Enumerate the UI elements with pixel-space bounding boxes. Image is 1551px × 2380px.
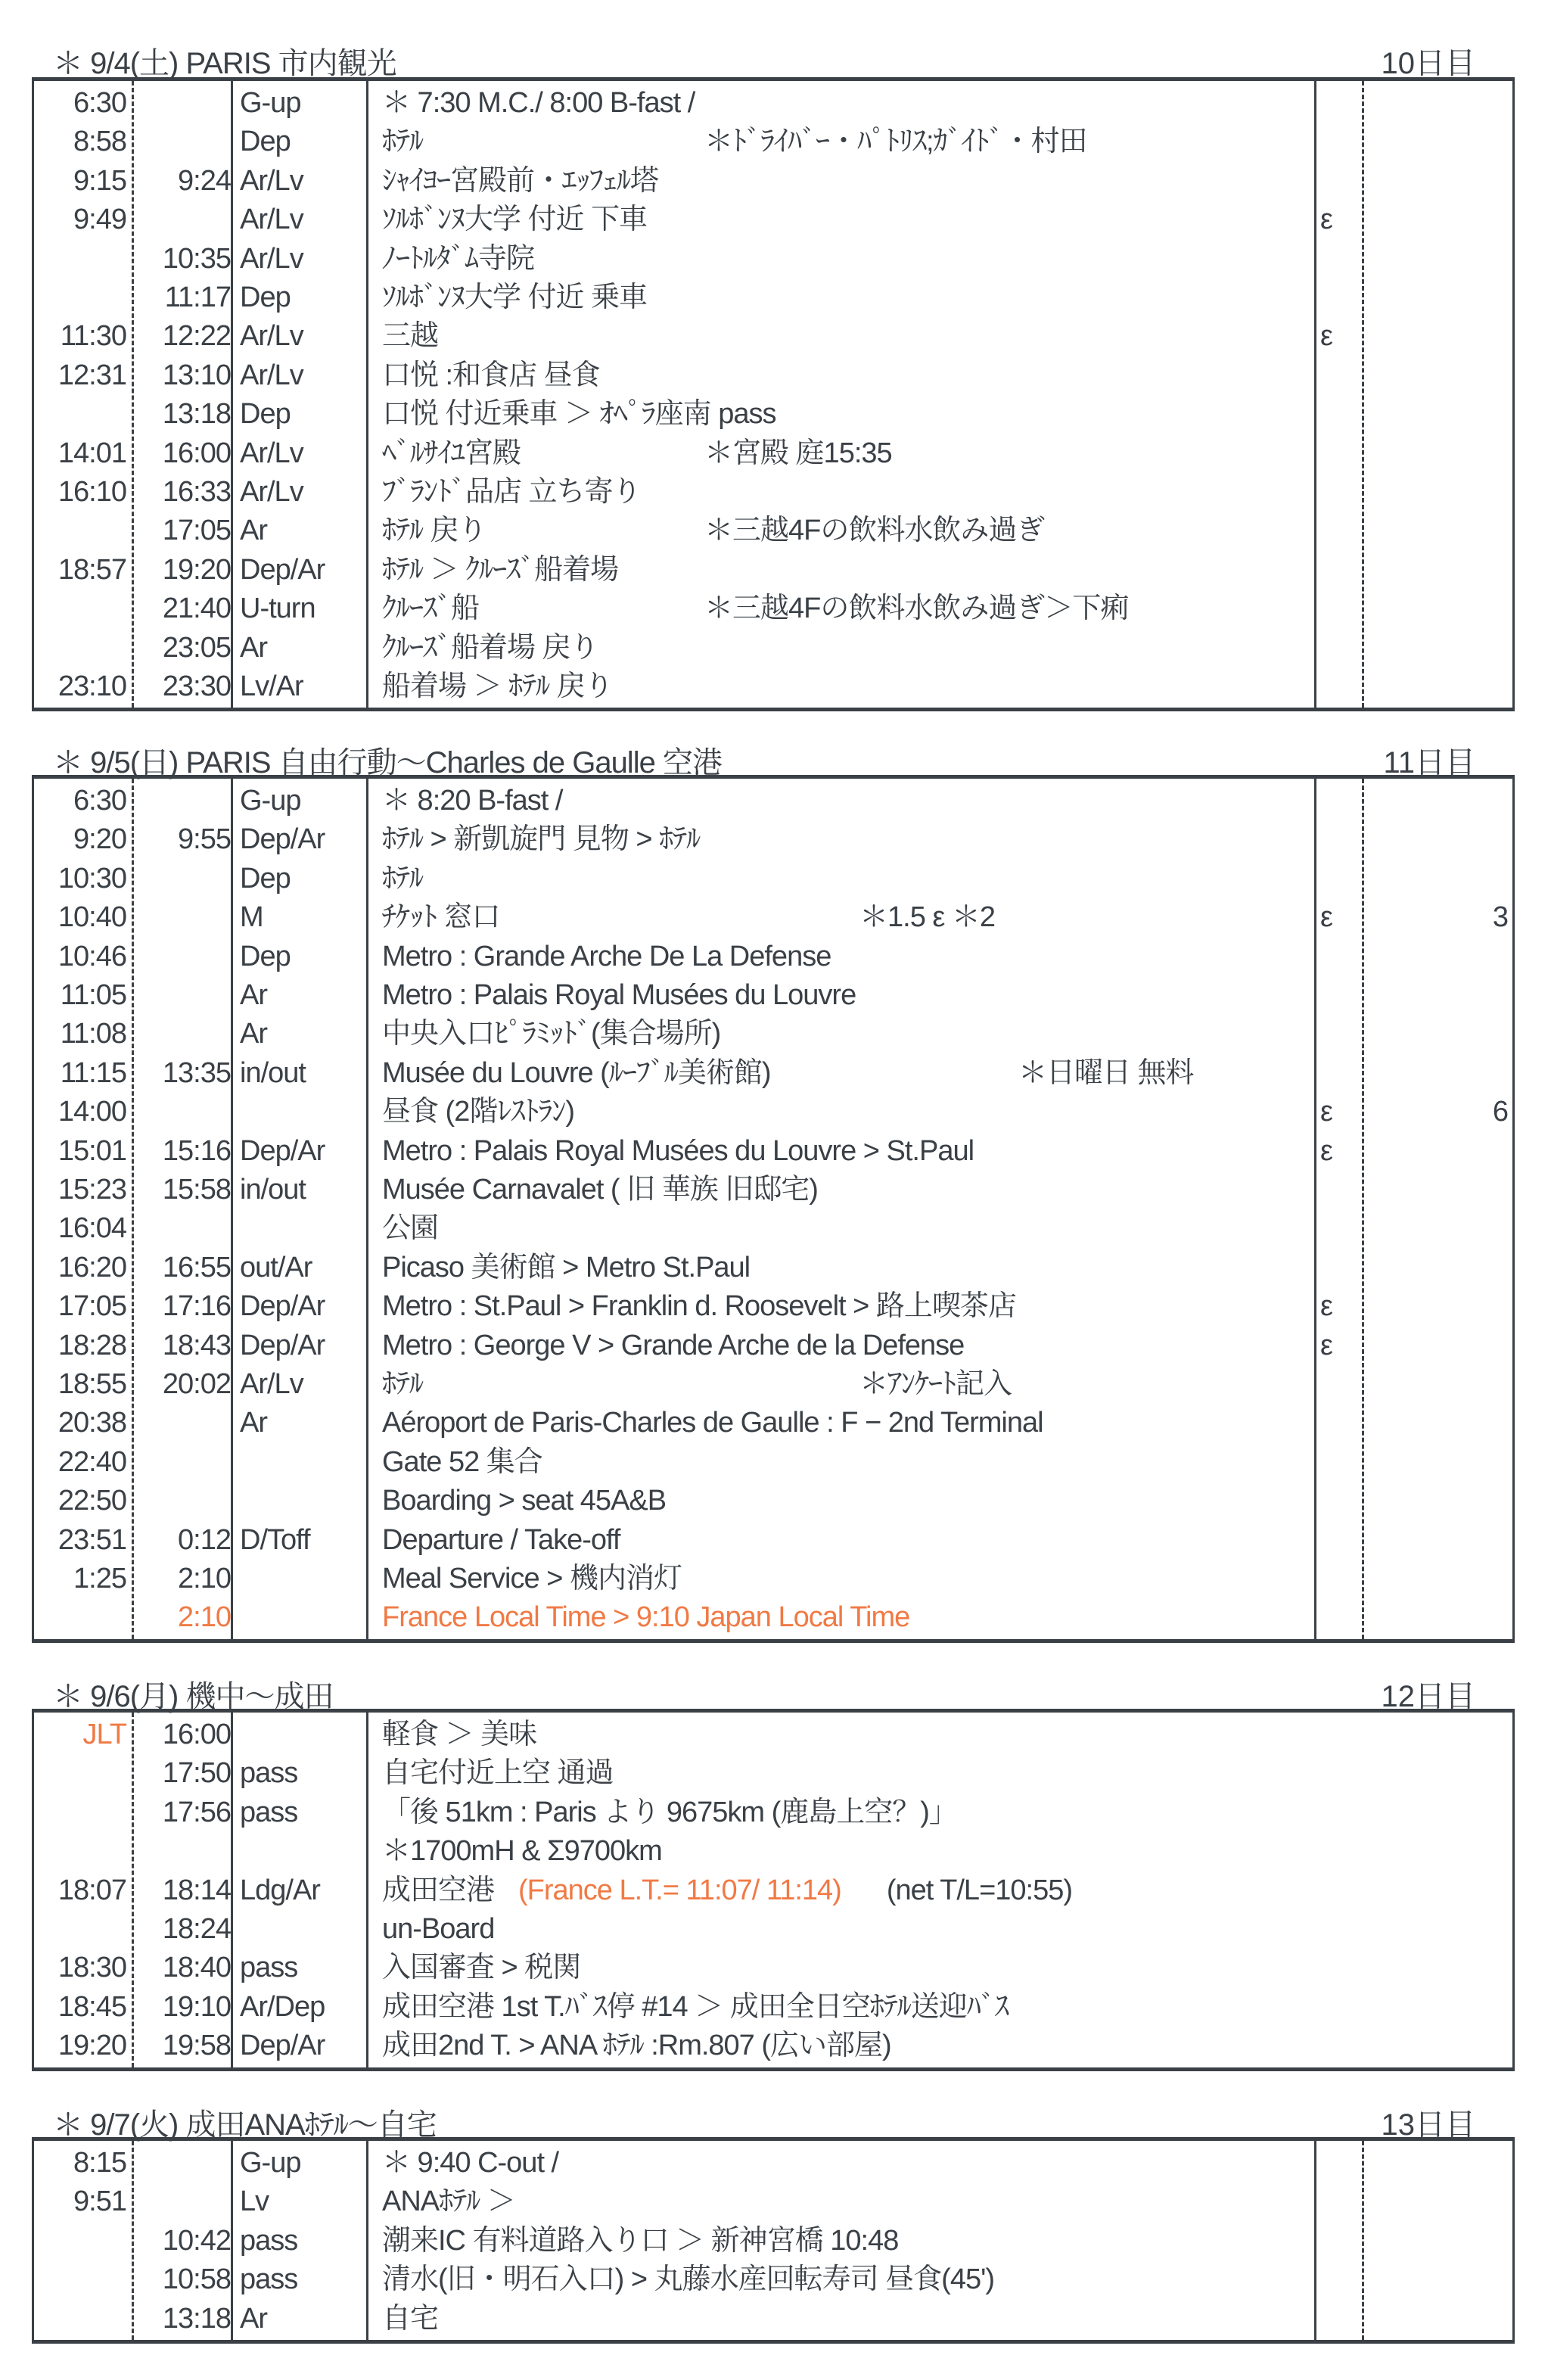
event-description: Musée Carnavalet ( 旧 華族 旧邸宅) xyxy=(382,1174,818,1206)
event-code: Dep/Ar xyxy=(240,1290,325,1323)
end-time: 13:18 xyxy=(162,2302,231,2335)
end-time: 21:40 xyxy=(162,593,231,625)
event-code: in/out xyxy=(240,1174,306,1206)
day-number-label: 12日目 xyxy=(1381,1680,1475,1713)
table-row xyxy=(34,1910,1512,1949)
start-time: 9:20 xyxy=(73,823,126,856)
start-time: 10:40 xyxy=(58,901,126,934)
start-time: 22:40 xyxy=(58,1445,126,1478)
section-title: ＊ 9/6(月) 機中～成田 xyxy=(53,1680,334,1713)
event-code: pass xyxy=(240,1952,298,1984)
start-time: 18:28 xyxy=(58,1329,126,1361)
start-time: 16:04 xyxy=(58,1212,126,1245)
end-time: 17:16 xyxy=(162,1290,231,1323)
event-description: 中央入口ﾋﾟﾗﾐｯﾄﾞ(集合場所) xyxy=(382,1018,721,1050)
event-description: Meal Service > 機内消灯 xyxy=(382,1563,682,1594)
schedule-table xyxy=(32,1709,1515,2071)
event-description: ﾎﾃﾙ 戻り xyxy=(382,515,486,547)
start-time: 23:10 xyxy=(58,670,126,702)
event-code: Dep xyxy=(240,398,291,431)
event-code: G-up xyxy=(240,87,301,119)
end-time: 23:05 xyxy=(162,631,231,664)
event-description: 公園 xyxy=(382,1212,439,1245)
event-description: ﾎﾃﾙ xyxy=(382,126,424,158)
table-row xyxy=(34,1015,1512,1053)
table-row xyxy=(34,1171,1512,1209)
epsilon-mark: ε xyxy=(1320,204,1332,236)
event-description: 「後 51km : Paris より 9675km (鹿島上空？)」 xyxy=(382,1796,957,1828)
event-code: in/out xyxy=(240,1056,306,1089)
start-time: 14:01 xyxy=(58,437,126,469)
event-code: Ar/Lv xyxy=(240,437,303,469)
event-description: ＊ 7:30 M.C./ 8:00 B-fast / xyxy=(382,87,695,119)
description-line xyxy=(382,1871,1072,1910)
table-row xyxy=(34,1560,1512,1598)
start-time: 14:00 xyxy=(58,1096,126,1128)
end-time: 13:10 xyxy=(162,359,231,391)
table-row xyxy=(34,278,1512,317)
event-code: Dep xyxy=(240,940,291,972)
event-description: ﾎﾃﾙ ＞ ｸﾙｰｽﾞ船着場 xyxy=(382,553,619,586)
start-time: 16:10 xyxy=(58,476,126,508)
event-code: pass xyxy=(240,2224,298,2257)
event-code: Ar/Lv xyxy=(240,320,303,353)
epsilon-mark: ε xyxy=(1320,320,1332,353)
end-time: 15:16 xyxy=(162,1134,231,1167)
end-time: 0:12 xyxy=(178,1523,231,1556)
table-row xyxy=(34,1754,1512,1793)
event-description: ﾁｹｯﾄ 窓口 xyxy=(382,901,500,934)
event-description: Boarding > seat 45A&B xyxy=(382,1485,667,1517)
start-time: 9:49 xyxy=(73,204,126,236)
end-time: 2:10 xyxy=(178,1563,231,1594)
table-row xyxy=(34,860,1512,898)
table-row xyxy=(34,434,1512,473)
remark-note: ＊1.5 ε ＊2 xyxy=(859,901,996,934)
start-time: 11:05 xyxy=(60,979,126,1011)
event-description: Picaso 美術館 > Metro St.Paul xyxy=(382,1251,751,1283)
table-row xyxy=(34,1287,1512,1326)
table-row xyxy=(34,512,1512,550)
end-time: 16:00 xyxy=(162,1719,231,1750)
event-description: ＊ 9:40 C-out / xyxy=(382,2147,559,2179)
start-time: 18:07 xyxy=(58,1874,126,1906)
end-time: 16:00 xyxy=(162,437,231,469)
table-row xyxy=(34,1716,1512,1754)
event-description: ﾍﾞﾙｻｲﾕ宮殿 xyxy=(382,437,521,469)
event-description: 成田2nd T. > ANA ﾎﾃﾙ :Rm.807 (広い部屋) xyxy=(382,2030,891,2062)
table-row xyxy=(34,84,1512,123)
event-description: ｿﾙﾎﾞﾝﾇ大学 付近 乗車 xyxy=(382,282,648,313)
end-time: 19:20 xyxy=(162,553,231,586)
day-number-label: 13日目 xyxy=(1381,2108,1475,2142)
event-code: pass xyxy=(240,2263,298,2296)
event-description: 潮来IC 有料道路入り口 ＞ 新神宮橋 10:48 xyxy=(382,2224,899,2257)
event-code: Ar xyxy=(240,979,267,1011)
event-code: Ar/Lv xyxy=(240,164,303,197)
table-row xyxy=(34,2027,1512,2065)
table-row xyxy=(34,1443,1512,1482)
start-time: 8:58 xyxy=(73,126,126,158)
event-description: Aéroport de Paris-Charles de Gaulle : F − 2nd Terminal xyxy=(382,1407,1043,1439)
net-flight-time-note: (net T/L=10:55) xyxy=(886,1874,1073,1906)
section-title: ＊ 9/5(日) PARIS 自由行動～Charles de Gaulle 空港 xyxy=(53,746,722,779)
start-time: 18:55 xyxy=(58,1368,126,1400)
event-description: 船着場 ＞ ﾎﾃﾙ 戻り xyxy=(382,670,613,702)
event-code: Dep xyxy=(240,126,291,158)
remark-note: ＊三越4Fの飲料水飲み過ぎ xyxy=(704,515,1045,547)
event-description: Metro : Grande Arche De La Defense xyxy=(382,940,831,972)
end-time: 12:22 xyxy=(162,320,231,353)
table-row xyxy=(34,1209,1512,1248)
table-row xyxy=(34,1949,1512,1987)
end-time: 17:50 xyxy=(162,1757,231,1790)
table-row xyxy=(34,2144,1512,2182)
table-row xyxy=(34,395,1512,434)
start-time: 20:38 xyxy=(58,1407,126,1439)
start-time: 11:30 xyxy=(60,320,126,353)
event-description: ｸﾙｰｽﾞ船着場 戻り xyxy=(382,631,598,664)
event-code: Ar/Dep xyxy=(240,1990,325,2023)
event-description: ﾌﾞﾗﾝﾄﾞ品店 立ち寄り xyxy=(382,476,641,508)
end-time: 18:40 xyxy=(162,1952,231,1984)
remark-note: ＊ﾄﾞﾗｲﾊﾞｰ・ﾊﾟﾄﾘｽ;ｶﾞｲﾄﾞ・村田 xyxy=(704,126,1087,158)
event-code: pass xyxy=(240,1796,298,1828)
table-row xyxy=(34,2300,1512,2338)
event-code: Ar/Lv xyxy=(240,204,303,236)
event-code: U-turn xyxy=(240,593,315,625)
count-value: 3 xyxy=(1492,901,1508,934)
start-time: 9:15 xyxy=(73,164,126,197)
section-title: ＊ 9/4(土) PARIS 市内観光 xyxy=(53,47,396,80)
table-row xyxy=(34,162,1512,201)
count-value: 6 xyxy=(1492,1096,1508,1128)
event-description: Departure / Take-off xyxy=(382,1523,620,1556)
table-row xyxy=(34,1093,1512,1131)
table-row xyxy=(34,629,1512,667)
epsilon-mark: ε xyxy=(1320,1134,1332,1167)
event-description: ﾎﾃﾙ xyxy=(382,862,424,894)
start-time: 10:30 xyxy=(58,862,126,894)
schedule-table xyxy=(32,77,1515,711)
table-row xyxy=(34,590,1512,628)
end-time: 19:58 xyxy=(162,2030,231,2062)
end-time: 18:43 xyxy=(162,1329,231,1361)
end-time: 16:55 xyxy=(162,1251,231,1283)
schedule-table xyxy=(32,2137,1515,2344)
end-time: 18:14 xyxy=(162,1874,231,1906)
end-time: 13:18 xyxy=(162,398,231,431)
table-row xyxy=(34,1365,1512,1404)
event-code: Ar/Lv xyxy=(240,359,303,391)
event-description: 口悦 付近乗車 ＞ ｵﾍﾟﾗ座南 pass xyxy=(382,398,776,431)
start-time: 15:01 xyxy=(58,1134,126,1167)
end-time: 11:17 xyxy=(164,282,231,313)
end-time: 10:35 xyxy=(162,242,231,275)
event-description: 自宅 xyxy=(382,2302,439,2335)
event-code: Ar/Lv xyxy=(240,476,303,508)
event-code: Dep/Ar xyxy=(240,553,325,586)
event-code: Lv/Ar xyxy=(240,670,303,702)
table-row xyxy=(34,317,1512,356)
start-time: 16:20 xyxy=(58,1251,126,1283)
start-time: 8:15 xyxy=(73,2147,126,2179)
event-code: D/Toff xyxy=(240,1523,310,1556)
table-row xyxy=(34,473,1512,512)
epsilon-mark: ε xyxy=(1320,901,1332,934)
end-time: 19:10 xyxy=(162,1990,231,2023)
event-code: Ar xyxy=(240,1407,267,1439)
table-row xyxy=(34,2222,1512,2260)
end-time: 9:24 xyxy=(178,164,231,197)
table-row xyxy=(34,1132,1512,1171)
remark-note: ＊ｱﾝｹｰﾄ記入 xyxy=(859,1368,1012,1400)
table-row xyxy=(34,1249,1512,1287)
start-time: 18:30 xyxy=(58,1952,126,1984)
event-description: ﾎﾃﾙ > 新凱旋門 見物 > ﾎﾃﾙ xyxy=(382,823,701,856)
table-row xyxy=(34,1404,1512,1442)
france-local-time-note: (France L.T.= 11:07/ 11:14) xyxy=(518,1874,841,1906)
event-description: ｸﾙｰｽﾞ船 xyxy=(382,593,480,625)
event-description: 入国審査 > 税関 xyxy=(382,1952,581,1984)
table-row xyxy=(34,1598,1512,1637)
end-time: 23:30 xyxy=(162,670,231,702)
event-code: Ar/Lv xyxy=(240,1368,303,1400)
table-row xyxy=(34,201,1512,239)
event-code: G-up xyxy=(240,2147,301,2179)
event-code: Dep/Ar xyxy=(240,2030,325,2062)
event-description: 成田空港 xyxy=(382,1874,495,1906)
schedule-table xyxy=(32,775,1515,1643)
event-description: 成田空港 1st T.ﾊﾞｽ停 #14 ＞ 成田全日空ﾎﾃﾙ送迎ﾊﾞｽ xyxy=(382,1990,1009,2023)
day-number-label: 10日目 xyxy=(1381,47,1475,80)
epsilon-mark: ε xyxy=(1320,1096,1332,1128)
end-time: 17:05 xyxy=(162,515,231,547)
event-code: M xyxy=(240,901,263,934)
event-description: France Local Time > 9:10 Japan Local Time xyxy=(382,1601,910,1634)
table-row xyxy=(34,356,1512,395)
table-row xyxy=(34,551,1512,590)
event-description: un-Board xyxy=(382,1913,495,1945)
event-description: Gate 52 集合 xyxy=(382,1445,542,1478)
start-time: 6:30 xyxy=(73,785,126,817)
start-time: 18:45 xyxy=(58,1990,126,2023)
event-code: Ar/Lv xyxy=(240,242,303,275)
day-number-label: 11日目 xyxy=(1383,746,1475,779)
event-description: 清水(旧・明石入口) > 丸藤水産回転寿司 昼食(45') xyxy=(382,2263,995,2296)
event-description: 昼食 (2階ﾚｽﾄﾗﾝ) xyxy=(382,1096,575,1128)
event-code: out/Ar xyxy=(240,1251,312,1283)
remark-note: ＊三越4Fの飲料水飲み過ぎ＞下痢 xyxy=(704,593,1129,625)
end-time: 15:58 xyxy=(162,1174,231,1206)
start-time: 19:20 xyxy=(58,2030,126,2062)
event-code: Dep xyxy=(240,282,291,313)
remark-note: ＊日曜日 無料 xyxy=(1018,1056,1194,1089)
event-description: ANAﾎﾃﾙ ＞ xyxy=(382,2186,515,2218)
start-time: 10:46 xyxy=(58,940,126,972)
event-code: Ar xyxy=(240,515,267,547)
table-row xyxy=(34,1482,1512,1520)
table-row xyxy=(34,240,1512,278)
epsilon-mark: ε xyxy=(1320,1329,1332,1361)
event-code: Ar xyxy=(240,631,267,664)
remark-note: ＊宮殿 庭15:35 xyxy=(704,437,892,469)
event-description: 三越 xyxy=(382,320,439,353)
table-row xyxy=(34,1327,1512,1365)
event-code: Ldg/Ar xyxy=(240,1874,320,1906)
event-code: Dep/Ar xyxy=(240,823,325,856)
section-title: ＊ 9/7(火) 成田ANAﾎﾃﾙ～自宅 xyxy=(53,2108,437,2142)
table-row xyxy=(34,123,1512,161)
end-time: 9:55 xyxy=(178,823,231,856)
start-time: 9:51 xyxy=(73,2186,126,2218)
event-code: Ar xyxy=(240,2302,267,2335)
end-time: 2:10 xyxy=(178,1601,231,1634)
event-description: ｼｬｲﾖｰ宮殿前・ｴｯﾌｪﾙ塔 xyxy=(382,164,659,197)
table-row xyxy=(34,820,1512,859)
event-description: ﾎﾃﾙ xyxy=(382,1368,424,1400)
table-row xyxy=(34,1988,1512,2027)
table-row xyxy=(34,782,1512,820)
event-code: Dep xyxy=(240,862,291,894)
start-time: 22:50 xyxy=(58,1485,126,1517)
end-time: 10:58 xyxy=(162,2263,231,2296)
event-code: Ar xyxy=(240,1018,267,1050)
start-time: 6:30 xyxy=(73,87,126,119)
event-description: ＊ 8:20 B-fast / xyxy=(382,785,563,817)
event-description: 自宅付近上空 通過 xyxy=(382,1757,614,1790)
event-description: Metro : St.Paul > Franklin d. Roosevelt > 路上喫茶店 xyxy=(382,1290,1016,1323)
event-description: ﾉｰﾄﾙﾀﾞﾑ寺院 xyxy=(382,242,535,275)
event-description: Metro : Palais Royal Musées du Louvre > St.Paul xyxy=(382,1134,974,1167)
table-row xyxy=(34,2260,1512,2299)
event-description: 軽食 ＞ 美味 xyxy=(382,1719,537,1750)
table-row xyxy=(34,938,1512,976)
start-time: 18:57 xyxy=(58,553,126,586)
end-time: 17:56 xyxy=(162,1796,231,1828)
event-code: Lv xyxy=(240,2186,269,2218)
table-row xyxy=(34,976,1512,1015)
table-row xyxy=(34,1871,1512,1910)
end-time: 18:24 xyxy=(162,1913,231,1945)
table-row xyxy=(34,667,1512,706)
event-description: Metro : Palais Royal Musées du Louvre xyxy=(382,979,856,1011)
end-time: 13:35 xyxy=(162,1056,231,1089)
end-time: 10:42 xyxy=(162,2224,231,2257)
event-description: ｿﾙﾎﾞﾝﾇ大学 付近 下車 xyxy=(382,204,648,236)
start-time: 11:15 xyxy=(60,1056,126,1089)
event-code: Dep/Ar xyxy=(240,1134,325,1167)
event-description: 口悦 :和食店 昼食 xyxy=(382,359,600,391)
table-row xyxy=(34,1521,1512,1560)
event-code: Dep/Ar xyxy=(240,1329,325,1361)
event-code: pass xyxy=(240,1757,298,1790)
table-row xyxy=(34,1794,1512,1832)
end-time: 16:33 xyxy=(162,476,231,508)
table-row xyxy=(34,2182,1512,2221)
start-time: 1:25 xyxy=(73,1563,126,1594)
table-row xyxy=(34,1832,1512,1871)
event-description: Musée du Louvre (ﾙｰﾌﾞﾙ美術館) xyxy=(382,1056,771,1089)
start-time: 15:23 xyxy=(58,1174,126,1206)
start-time: 17:05 xyxy=(58,1290,126,1323)
table-row xyxy=(34,898,1512,937)
event-code: G-up xyxy=(240,785,301,817)
start-time: 23:51 xyxy=(58,1523,126,1556)
table-row xyxy=(34,1054,1512,1093)
end-time: 20:02 xyxy=(162,1368,231,1400)
epsilon-mark: ε xyxy=(1320,1290,1332,1323)
start-time: JLT xyxy=(82,1719,126,1750)
event-description: Metro : George V > Grande Arche de la Defense xyxy=(382,1329,965,1361)
event-description: ＊1700mH & Σ9700km xyxy=(382,1835,662,1868)
start-time: 12:31 xyxy=(58,359,126,391)
start-time: 11:08 xyxy=(60,1018,126,1050)
